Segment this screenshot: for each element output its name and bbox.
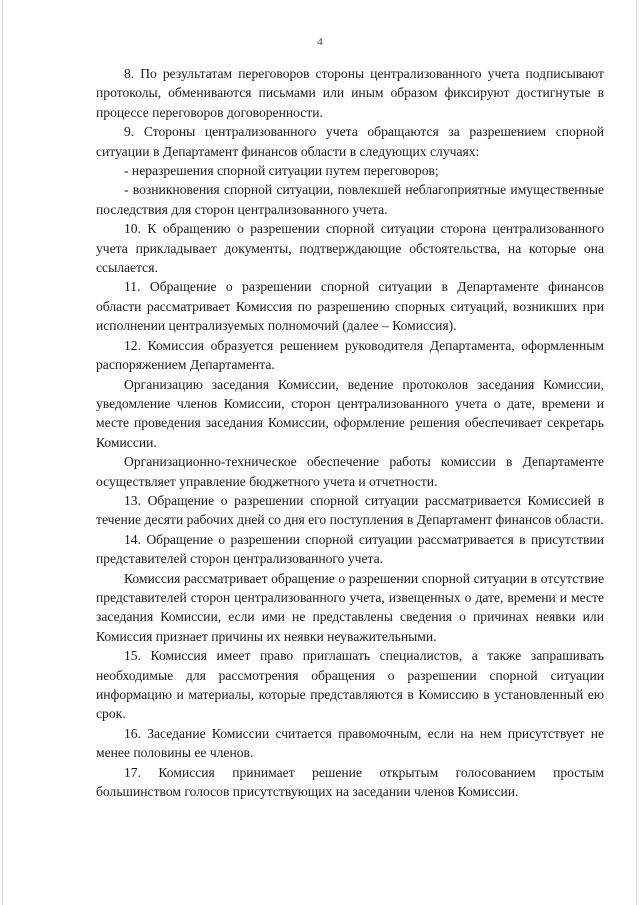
paragraph-15: 15. Комиссия имеет право приглашать специалистов, а также запрашивать необходимые для рассмотрения обращения о разрешении спорной ситуации информацию и материалы, которые представляются в Комиссию в установленный ею срок. bbox=[96, 648, 604, 722]
paragraph-secretary: Организацию заседания Комиссии, ведение протоколов заседания Комиссии, уведомление членов Комиссии, сторон централизованного учета о дате, времени и месте проведения заседания Комиссии, оформление решения обеспечивает секретарь Комиссии. bbox=[96, 376, 604, 450]
paragraph-10: 10. К обращению о разрешении спорной ситуации сторона централизованного учета прикладывает документы, подтверждающие обстоятельства, на которые она ссылается. bbox=[96, 221, 604, 276]
paragraph-technical-support: Организационно-техническое обеспечение работы комиссии в Департаменте осуществляет управление бюджетного учета и отчетности. bbox=[96, 454, 604, 489]
paragraph-12: 12. Комиссия образуется решением руководителя Департамента, оформленным распоряжением Департамента. bbox=[96, 337, 604, 373]
scan-edge-right bbox=[636, 0, 637, 905]
paragraph-9: 9. Стороны централизованного учета обращаются за разрешением спорной ситуации в Департамент финансов области в следующих случаях: bbox=[96, 124, 604, 159]
list-item-consequences: - возникновения спорной ситуации, повлекшей неблагоприятные имущественные последствия для сторон централизованного учета. bbox=[96, 182, 604, 217]
document-body bbox=[96, 64, 604, 801]
paragraph-8: 8. По результатам переговоров стороны централизованного учета подписывают протоколы, обмениваются письмами или иным образом фиксируют достигнутые в процессе переговоров договоренности. bbox=[96, 66, 604, 120]
scan-edge-left bbox=[2, 0, 3, 905]
paragraph-16: 16. Заседание Комиссии считается правомочным, если на нем присутствует не менее половины ее членов. bbox=[96, 725, 604, 761]
paragraph-11: 11. Обращение о разрешении спорной ситуации в Департаменте финансов области рассматривает Комиссия по разрешению спорных ситуаций, возникших при исполнении централизуемых полномочий (далее – Комиссия). bbox=[96, 279, 604, 334]
paragraph-absence: Комиссия рассматривает обращение о разрешении спорной ситуации в отсутствие представителей сторон централизованного учета, извещенных о дате, времени и месте заседания Комиссии, если ими не представлены сведения о причинах неявки или Комиссия признает причины их неявки неуважительными. bbox=[96, 570, 604, 644]
list-item-negotiation: - неразрешения спорной ситуации путем переговоров; bbox=[124, 163, 439, 179]
paragraph-14: 14. Обращение о разрешении спорной ситуации рассматривается в присутствии представителей сторон централизованного учета. bbox=[96, 531, 604, 567]
page-number: 4 bbox=[317, 36, 323, 48]
paragraph-17: 17. Комиссия принимает решение открытым голосованием простым большинством голосов присутствующих на заседании членов Комиссии. bbox=[96, 764, 604, 800]
paragraph-13: 13. Обращение о разрешении спорной ситуации рассматривается Комиссией в течение десяти рабочих дней со дня его поступления в Департамент финансов области. bbox=[96, 492, 604, 528]
